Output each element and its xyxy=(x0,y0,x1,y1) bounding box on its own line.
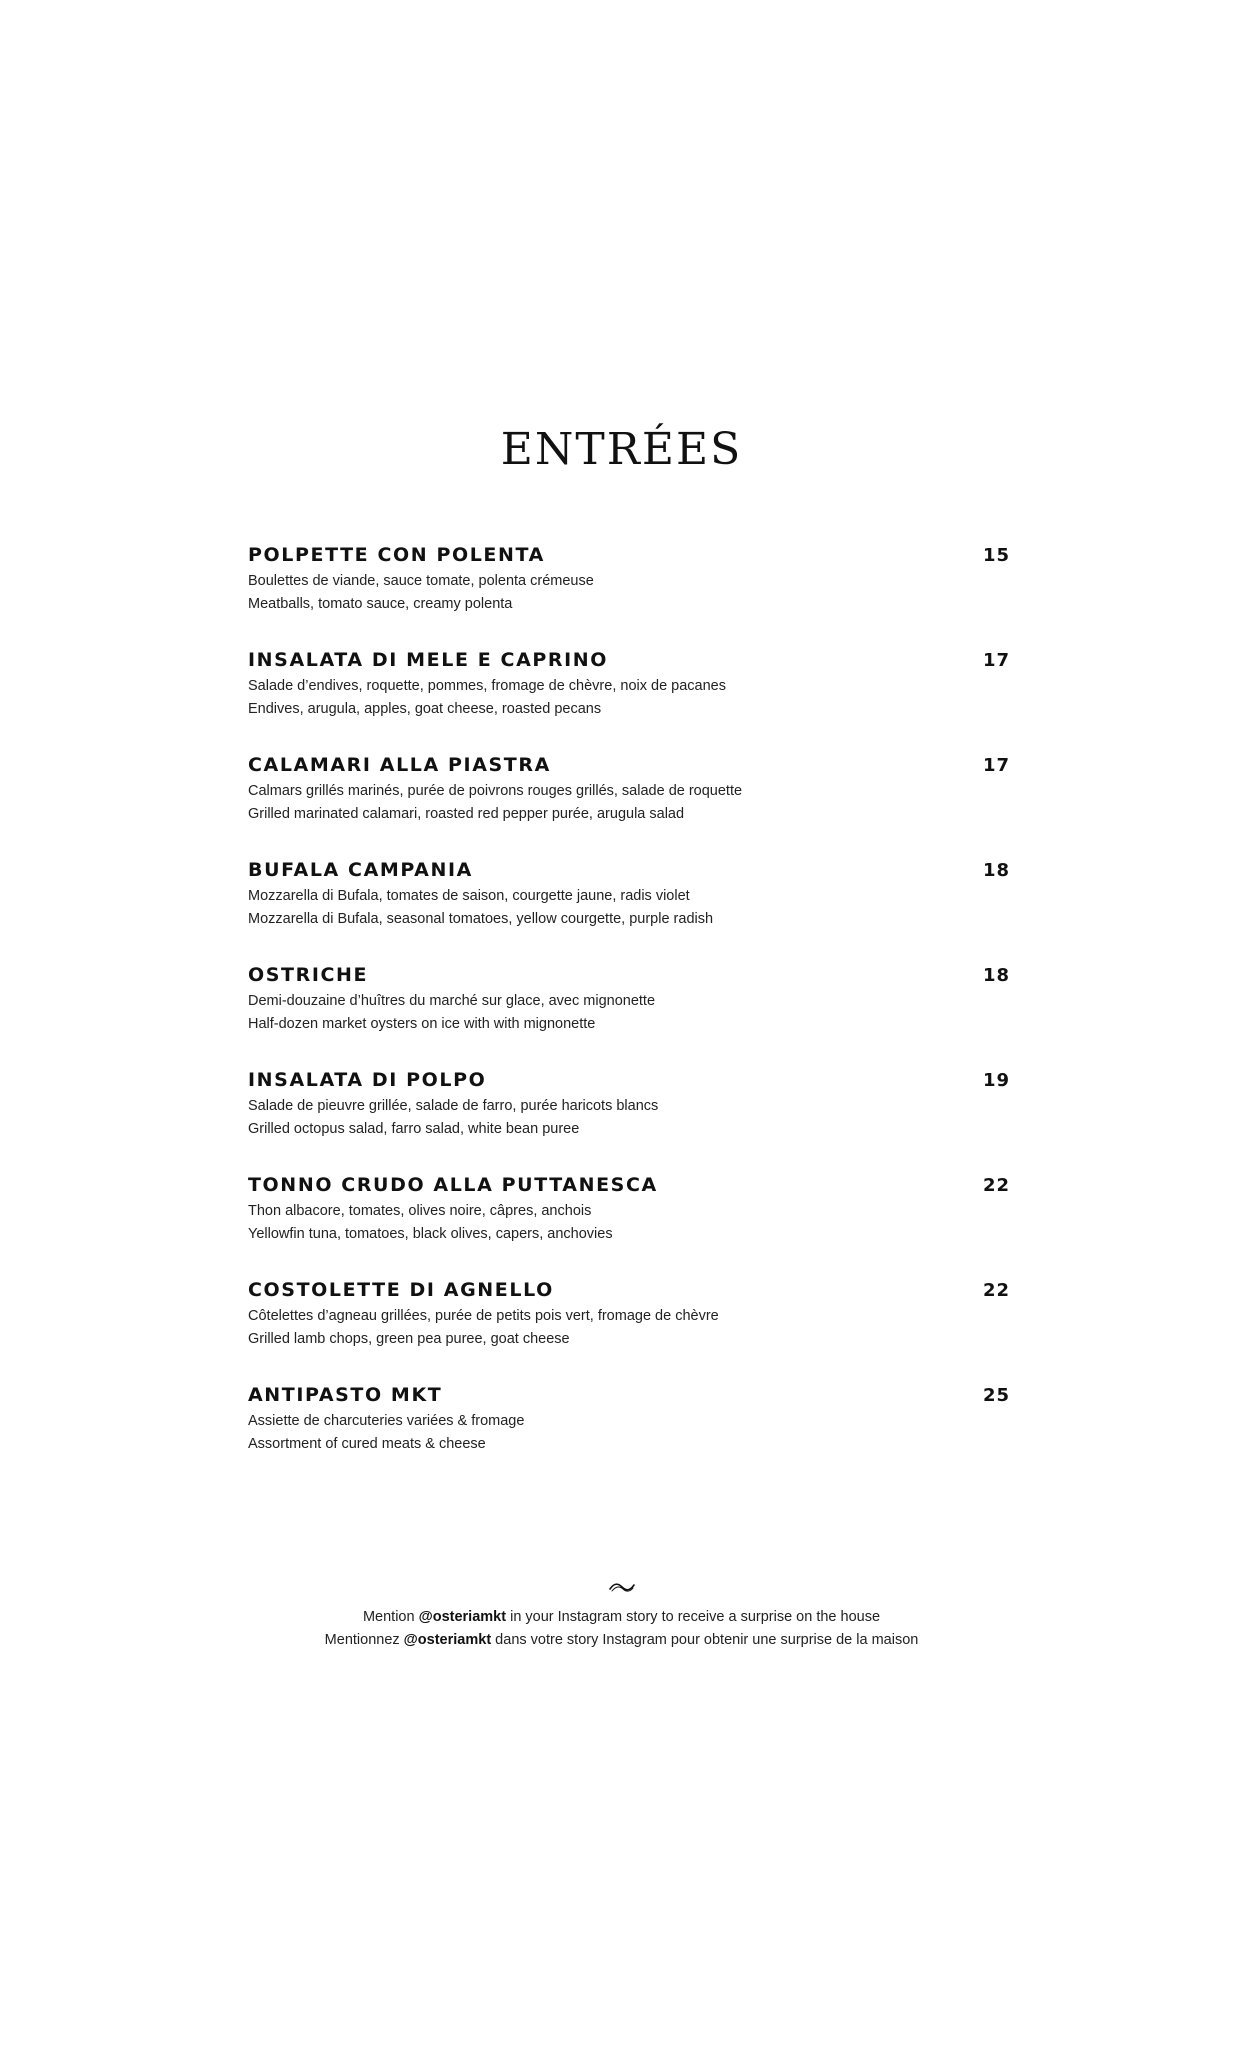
menu-item-name: POLPETTE CON POLENTA xyxy=(248,544,545,566)
menu-item xyxy=(248,855,1010,960)
menu-item-desc-en: Assortment of cured meats & cheese xyxy=(248,1436,486,1452)
menu-item-price: 22 xyxy=(982,1280,1010,1301)
menu-item-desc-fr: Calmars grillés marinés, purée de poivrons rouges grillés, salade de roquette xyxy=(248,783,743,799)
menu-item-price: 18 xyxy=(982,965,1010,986)
menu-item-desc-fr: Côtelettes d’agneau grillées, purée de petits pois vert, fromage de chèvre xyxy=(248,1308,719,1324)
menu-item-desc-en: Endives, arugula, apples, goat cheese, roasted pecans xyxy=(248,701,602,717)
menu-item-name: OSTRICHE xyxy=(248,964,369,986)
menu-item-desc-fr: Assiette de charcuteries variées & fromage xyxy=(248,1413,525,1429)
menu-item-desc-en: Yellowfin tuna, tomatoes, black olives, capers, anchovies xyxy=(248,1226,613,1242)
menu-item-desc-fr: Thon albacore, tomates, olives noire, câpres, anchois xyxy=(248,1203,592,1219)
menu-item xyxy=(248,1380,1010,1485)
menu-item-price: 17 xyxy=(982,755,1010,776)
menu-item-desc-en: Grilled marinated calamari, roasted red pepper purée, arugula salad xyxy=(248,806,685,822)
menu-item-desc-fr: Salade d’endives, roquette, pommes, fromage de chèvre, noix de pacanes xyxy=(248,678,726,694)
flourish-icon xyxy=(0,1580,1243,1600)
menu-item-header xyxy=(248,960,1010,990)
menu-item-name: TONNO CRUDO ALLA PUTTANESCA xyxy=(248,1174,658,1196)
menu-item-price: 25 xyxy=(982,1385,1010,1406)
menu-item-header xyxy=(248,1380,1010,1410)
menu-item-price: 19 xyxy=(982,1070,1010,1091)
menu-item-price: 18 xyxy=(982,860,1010,881)
menu-item-name: INSALATA DI POLPO xyxy=(248,1069,487,1091)
menu-item xyxy=(248,1065,1010,1170)
menu-list xyxy=(248,540,1010,1485)
promo-line-fr xyxy=(0,1629,1243,1652)
menu-item xyxy=(248,1275,1010,1380)
instagram-handle: @osteriamkt xyxy=(403,1632,492,1648)
menu-item-desc-en: Grilled octopus salad, farro salad, white bean puree xyxy=(248,1121,580,1137)
menu-item xyxy=(248,960,1010,1065)
page-title: ENTRÉES xyxy=(500,424,743,475)
menu-item-name: BUFALA CAMPANIA xyxy=(248,859,473,881)
promo-en-pre: Mention xyxy=(362,1609,419,1625)
menu-item-name: INSALATA DI MELE E CAPRINO xyxy=(248,649,609,671)
menu-item-price: 17 xyxy=(982,650,1010,671)
menu-item-desc-fr: Salade de pieuvre grillée, salade de farro, purée haricots blancs xyxy=(248,1098,659,1114)
menu-item-price: 22 xyxy=(982,1175,1010,1196)
menu-item-desc-fr: Demi-douzaine d’huîtres du marché sur glace, avec mignonette xyxy=(248,993,656,1009)
menu-item-desc-fr: Boulettes de viande, sauce tomate, polenta crémeuse xyxy=(248,573,594,589)
menu-item-desc-en: Half-dozen market oysters on ice with with mignonette xyxy=(248,1016,596,1032)
promo-fr-pre: Mentionnez xyxy=(324,1632,404,1648)
menu-item xyxy=(248,645,1010,750)
menu-item-desc-en: Grilled lamb chops, green pea puree, goat cheese xyxy=(248,1331,570,1347)
menu-item-desc-en: Mozzarella di Bufala, seasonal tomatoes, yellow courgette, purple radish xyxy=(248,911,714,927)
promo-en-post: in your Instagram story to receive a surprise on the house xyxy=(506,1609,881,1625)
instagram-promo xyxy=(0,1606,1243,1652)
menu-item-header xyxy=(248,1065,1010,1095)
menu-item-header xyxy=(248,1275,1010,1305)
menu-item-name: COSTOLETTE DI AGNELLO xyxy=(248,1279,554,1301)
menu-item-header xyxy=(248,645,1010,675)
menu-item xyxy=(248,1170,1010,1275)
menu-item xyxy=(248,750,1010,855)
menu-item-name: CALAMARI ALLA PIASTRA xyxy=(248,754,551,776)
menu-item-header xyxy=(248,750,1010,780)
menu-item-header xyxy=(248,540,1010,570)
menu-item-name: ANTIPASTO MKT xyxy=(248,1384,443,1406)
promo-fr-post: dans votre story Instagram pour obtenir une surprise de la maison xyxy=(491,1632,919,1648)
promo-line-en xyxy=(0,1606,1243,1629)
menu-item-desc-fr: Mozzarella di Bufala, tomates de saison, courgette jaune, radis violet xyxy=(248,888,690,904)
menu-item-desc-en: Meatballs, tomato sauce, creamy polenta xyxy=(248,596,513,612)
menu-item xyxy=(248,540,1010,645)
menu-item-header xyxy=(248,1170,1010,1200)
menu-item-header xyxy=(248,855,1010,885)
menu-item-price: 15 xyxy=(982,545,1010,566)
instagram-handle: @osteriamkt xyxy=(418,1609,507,1625)
